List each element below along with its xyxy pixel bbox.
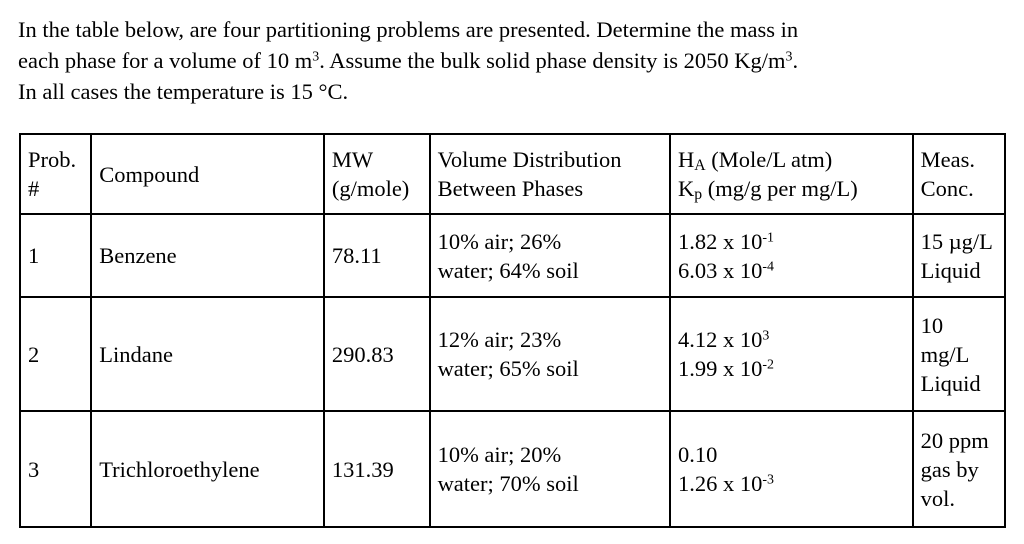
molecular-weight: 131.39: [324, 411, 430, 527]
molecular-weight: 78.11: [324, 214, 430, 296]
measured-concentration: 15 µg/L Liquid: [913, 214, 1005, 296]
measured-concentration: 20 ppm gas by vol.: [913, 411, 1005, 527]
measured-concentration: 10 mg/L Liquid: [913, 297, 1005, 412]
compound-name: Benzene: [91, 214, 324, 296]
row-number: 3: [20, 411, 91, 527]
header-prob: Prob. #: [20, 134, 91, 214]
cubic-exponent-1: 3: [312, 49, 320, 65]
intro-line-2-text-c: .: [792, 48, 799, 73]
volume-distribution: 12% air; 23% water; 65% soil: [430, 297, 670, 412]
cubic-exponent-2: 3: [785, 49, 793, 65]
intro-line-2-text-b: . Assume the bulk solid phase density is 2050 Kg/m: [319, 48, 786, 73]
row-number: 2: [20, 297, 91, 412]
intro-line-3: In all cases the temperature is 15 °C.: [18, 79, 349, 104]
henry-kp-values: 4.12 x $10^3$ 1.99 x $10^{-2}$: [670, 297, 913, 412]
header-measured-conc: Meas. Conc.: [913, 134, 1005, 214]
molecular-weight: 290.83: [324, 297, 430, 412]
henry-kp-values: 0.10 1.26 x $10^{-3}$: [670, 411, 913, 527]
header-compound: Compound: [91, 134, 324, 214]
problem-statement: [18, 14, 1008, 107]
intro-line-1: In the table below, are four partitioning problems are presented. Determine the mass in: [18, 17, 799, 42]
henry-kp-values: 1.82 x $10^{-1}$ 6.03 x $10^{-4}$: [670, 214, 913, 296]
compound-name: Lindane: [91, 297, 324, 412]
compound-name: Trichloroethylene: [91, 411, 324, 527]
header-henry-kp: $H_A$ (Mole/L atm) $K_p$ (mg/g per mg/L): [670, 134, 913, 214]
header-mw: MW (g/mole): [324, 134, 430, 214]
header-volume-distribution: Volume Distribution Between Phases: [430, 134, 670, 214]
table-row: [20, 297, 1005, 412]
partitioning-problems-table: [19, 133, 1006, 528]
table-row: [20, 214, 1005, 296]
table-row: [20, 411, 1005, 527]
table-header-row: [20, 134, 1005, 214]
volume-distribution: 10% air; 26% water; 64% soil: [430, 214, 670, 296]
row-number: 1: [20, 214, 91, 296]
intro-line-2: [18, 45, 1008, 76]
volume-distribution: 10% air; 20% water; 70% soil: [430, 411, 670, 527]
intro-line-2-text-a: each phase for a volume of 10 m: [18, 48, 313, 73]
